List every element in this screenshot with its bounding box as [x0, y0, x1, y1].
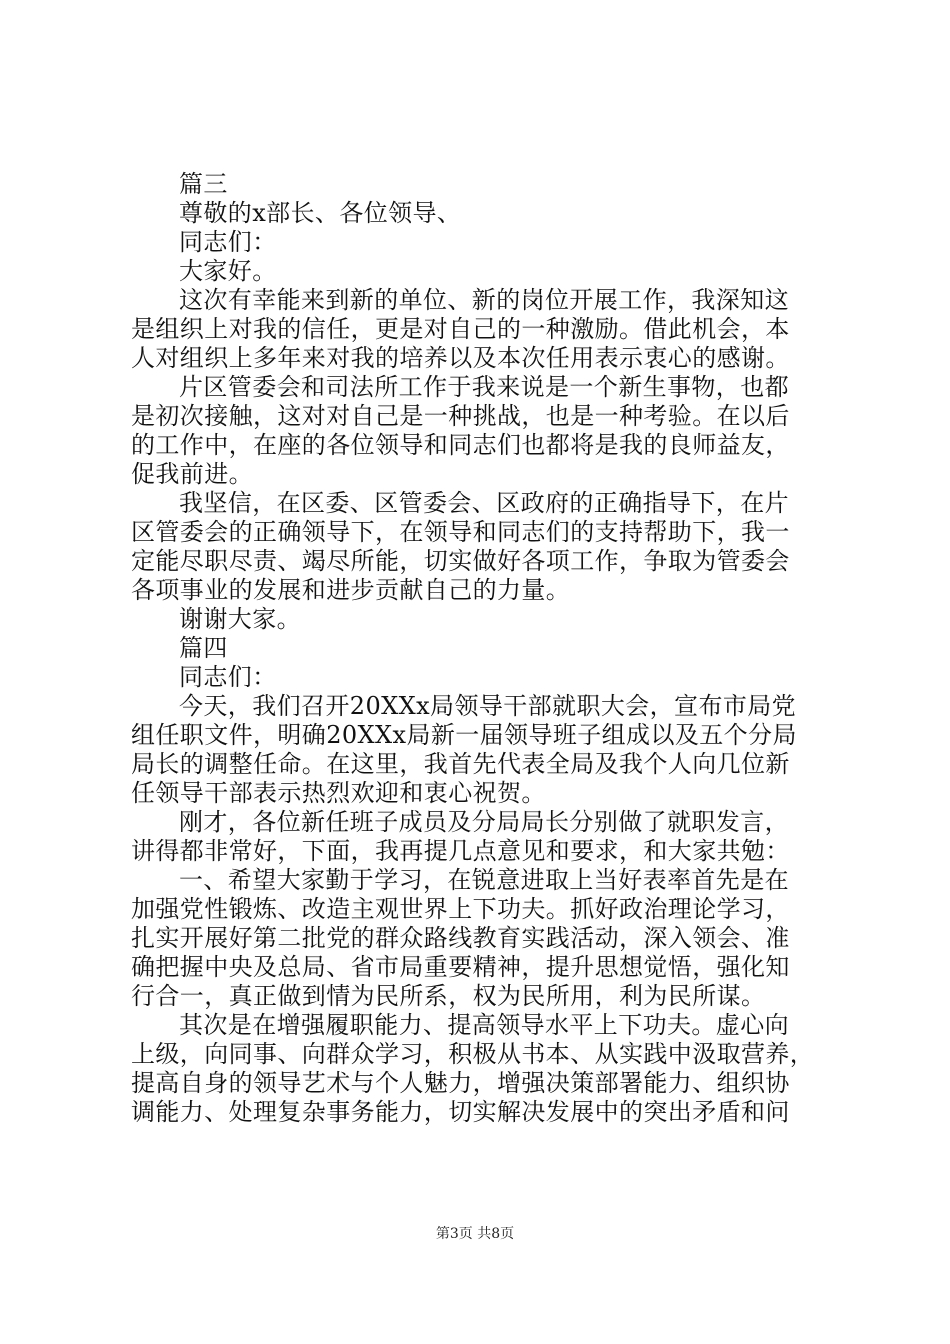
text-line: 上级，向同事、向群众学习，积极从书本、从实践中汲取营养，	[131, 1040, 815, 1068]
text-line: 刚才，各位新任班子成员及分局局长分别做了就职发言，	[179, 808, 789, 836]
text-line: 区管委会的正确领导下，在领导和同志们的支持帮助下，我一	[131, 518, 790, 546]
text-line: 各项事业的发展和进步贡献自己的力量。	[131, 576, 571, 604]
text-line: 其次是在增强履职能力、提高领导水平上下功夫。虚心向	[179, 1011, 789, 1039]
text-line: 促我前进。	[131, 460, 253, 488]
text-line: 提高自身的领导艺术与个人魅力，增强决策部署能力、组织协	[131, 1069, 790, 1097]
text-line: 讲得都非常好，下面，我再提几点意见和要求，和大家共勉：	[131, 837, 790, 865]
text-line: 篇三	[179, 170, 228, 198]
text-line: 是初次接触，这对对自己是一种挑战，也是一种考验。在以后	[131, 402, 790, 430]
text-line: 片区管委会和司法所工作于我来说是一个新生事物，也都	[179, 373, 789, 401]
text-line: 任领导干部表示热烈欢迎和衷心祝贺。	[131, 779, 546, 807]
text-line: 今天，我们召开20XXx局领导干部就职大会，宣布市局党	[179, 692, 797, 720]
text-line: 的工作中，在座的各位领导和同志们也都将是我的良师益友，	[131, 431, 790, 459]
text-line: 局长的调整任命。在这里，我首先代表全局及我个人向几位新	[131, 750, 790, 778]
text-line: 我坚信，在区委、区管委会、区政府的正确指导下，在片	[179, 489, 789, 517]
page-footer: 第3页 共8页	[435, 1226, 515, 1242]
text-line: 人对组织上多年来对我的培养以及本次任用表示衷心的感谢。	[131, 344, 790, 372]
text-line: 尊敬的x部长、各位领导、	[179, 199, 462, 227]
text-line: 扎实开展好第二批党的群众路线教育实践活动，深入领会、准	[131, 924, 790, 952]
text-line: 加强党性锻炼、改造主观世界上下功夫。抓好政治理论学习，	[131, 895, 790, 923]
text-line: 一、希望大家勤于学习，在锐意进取上当好表率首先是在	[179, 866, 789, 894]
text-line: 同志们：	[179, 663, 277, 691]
text-line: 调能力、处理复杂事务能力，切实解决发展中的突出矛盾和问	[131, 1098, 790, 1126]
text-line: 这次有幸能来到新的单位、新的岗位开展工作，我深知这	[179, 286, 789, 314]
text-line: 篇四	[179, 634, 228, 662]
text-line: 谢谢大家。	[179, 605, 301, 633]
text-line: 确把握中央及总局、省市局重要精神，提升思想觉悟，强化知	[131, 953, 790, 981]
text-line: 行合一，真正做到情为民所系，权为民所用，利为民所谋。	[131, 982, 766, 1010]
text-line: 定能尽职尽责、竭尽所能，切实做好各项工作，争取为管委会	[131, 547, 790, 575]
text-line: 组任职文件，明确20XXx局新一届领导班子组成以及五个分局	[131, 721, 797, 749]
text-line: 是组织上对我的信任，更是对自己的一种激励。借此机会，本	[131, 315, 790, 343]
text-line: 大家好。	[179, 257, 277, 285]
document-body	[131, 170, 831, 1127]
text-line: 同志们：	[179, 228, 277, 256]
